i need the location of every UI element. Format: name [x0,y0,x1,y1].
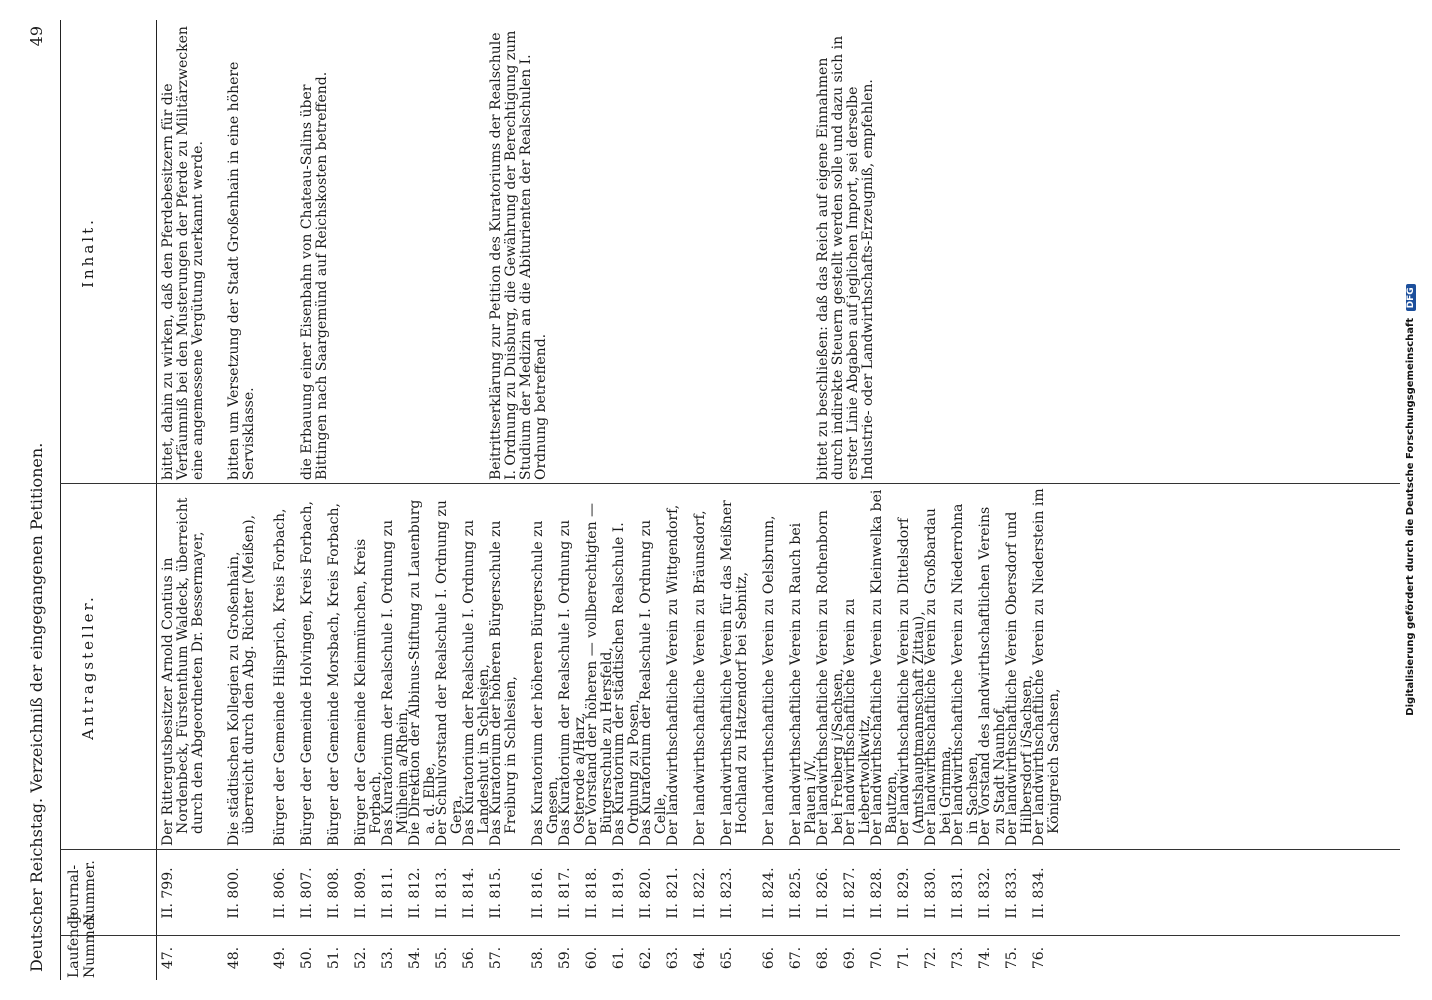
row-number: 58. [530,946,546,970]
petitioner: Der landwirthschaftliche Verein zu Rothenborn bei Freiberg i/Sachsen, [815,510,847,846]
petitioner: Das Kuratorium der städtischen Realschule I. Ordnung zu Posen, [611,522,643,846]
journal-number: II. 806. [272,867,288,919]
header-rule-top [60,20,61,980]
petitioner: Der Rittergutsbesitzer Arnold Contius in Nordenbeck, Fürstenthum Waldeck, überreicht durch den Abgeordneten Dr. Bessermayer, [160,497,207,846]
footer-credit [1405,150,1421,850]
table-row [923,20,955,980]
petitioner: Der landwirthschaftliche Verein zu Bräunsdorf, [692,510,708,846]
row-number: 54. [407,946,423,970]
petitioner: Das Kuratorium der Realschule I. Ordnung zu Landeshut in Schlesien, [461,519,493,846]
petitioner: Bürger der Gemeinde Holvingen, Kreis Forbach, [299,501,315,846]
petitioner: Die Direktion der Albinus-Stiftung zu Lauenburg a. d. Elbe, [407,499,439,846]
row-number: 62. [638,946,654,970]
row-number: 47. [160,946,176,970]
table-row [353,20,385,980]
journal-number: II. 807. [299,867,315,919]
table-row [693,20,720,980]
table-row [611,20,643,980]
table-row [557,20,589,980]
journal-number: II. 811. [380,867,396,919]
table-row [720,20,762,980]
col-journal-header: Journal-Nummer. [66,860,99,926]
row-number: 55. [434,946,450,970]
row-number: 70. [869,946,885,970]
table-row [896,20,928,980]
footer-text: Digitalisierung gefördert durch die Deutsche Forschungsgemeinschaft [1405,317,1416,716]
table-row [461,20,493,980]
row-number: 69. [842,946,858,970]
journal-number: II. 821. [665,867,681,919]
petition-content: bittet, dahin zu wirken, daß den Pferdebesitzern für die Verfäumniß bei den Musterungen der Pferde zu Militärzwecken eine angemessene Vergütung zuerkannt werde. [160,26,207,480]
row-number: 68. [815,946,831,970]
row-number: 50. [299,946,315,970]
col-inhalt-header: Inhalt. [79,217,97,288]
petitioner: Der landwirthschaftliche Verein zu Dittelsdorf (Amtshauptmannschaft Zittau), [896,517,928,846]
row-number: 52. [353,946,369,970]
petition-content: bitten um Versetzung der Stadt Großenhain in eine höhere Servisklasse. [226,61,258,480]
journal-number: II. 808. [326,867,342,919]
row-number: 67. [788,946,804,970]
row-number: 60. [584,946,600,970]
petitioner: Der landwirthschaftliche Verein zu Niederrohna in Sachsen, [950,503,982,846]
petitioner: Der Vorstand der höheren — vollberechtigten — Bürgerschule zu Hersfeld, [584,502,616,846]
table-row [950,20,982,980]
row-number: 59. [557,946,573,970]
petitioner: Die städtischen Kollegien zu Großenhain, überreicht durch den Abg. Richter (Meißen), [226,514,258,846]
petitioner: Bürger der Gemeinde Hilsprich, Kreis Forbach, [272,508,288,846]
table-row [1031,20,1063,980]
petitioner: Der landwirthschaftliche Verein zu Wittgendorf, [665,504,681,846]
row-number: 65. [719,946,735,970]
row-number: 48. [226,946,242,970]
journal-number: II. 824. [761,867,777,919]
petitioner: Der landwirthschaftliche Verein zu Liebertwolkwitz, [842,598,874,846]
table-row [788,20,820,980]
row-number: 56. [461,946,477,970]
journal-number: II. 831. [950,867,966,919]
header-title: Deutscher Reichstag. Verzeichniß der eingegangenen Petitionen. [27,442,46,972]
journal-number: II. 809. [353,867,369,919]
petitioner: Der landwirthschaftliche Verein für das Meißner Hochland zu Hatzendorf bei Sebnitz, [719,500,751,846]
row-number: 64. [692,946,708,970]
col-antragsteller-header: Antragsteller. [79,594,97,740]
row-number: 72. [923,946,939,970]
row-number: 53. [380,946,396,970]
row-number: 71. [896,946,912,970]
journal-number: II. 827. [842,867,858,919]
table-row [638,20,670,980]
table-row [977,20,1009,980]
petitioner: Der landwirthschaftliche Verein zu Rauch bei Plauen i/V., [788,522,820,846]
petitioner: Das Kuratorium der höheren Bürgerschule zu Gnesen, [530,520,562,846]
table-row [161,20,227,980]
row-number: 74. [977,946,993,970]
journal-number: II. 799. [160,867,176,919]
petitioner: Bürger der Gemeinde Morsbach, Kreis Forbach, [326,503,342,846]
table-row [380,20,412,980]
petition-list [160,20,1063,980]
journal-number: II. 819. [611,867,627,919]
journal-number: II. 834. [1031,867,1047,919]
table-row [584,20,616,980]
table-row [666,20,693,980]
journal-number: II. 816. [530,867,546,919]
petitioner: Das Kuratorium der Realschule I. Ordnung zu Mülheim a/Rhein, [380,519,412,846]
journal-number: II. 813. [434,867,450,919]
journal-number: II. 812. [407,867,423,919]
journal-number: II. 817. [557,867,573,919]
col-lfd-header: Laufende Nummer. [66,911,99,978]
row-number: 66. [761,946,777,970]
row-number: 61. [611,946,627,970]
petitioner: Der landwirthschaftliche Verein zu Großbardau bei Grimma, [923,508,955,846]
petitioner: Der landwirthschaftliche Verein zu Oelsbrunn, [761,515,777,846]
header-rule-bottom [156,20,157,980]
row-number: 76. [1031,946,1047,970]
page-number: 49 [27,26,46,47]
petition-content: die Erbauung einer Eisenbahn von Chateau-Salins über Bittingen nach Saargemünd auf Reichskosten betreffend. [299,71,331,480]
journal-number: II. 826. [815,867,831,919]
row-number: 63. [665,946,681,970]
petitioner: Das Kuratorium der Realschule I. Ordnung zu Celle, [638,519,670,846]
table-row [762,20,789,980]
journal-number: II. 830. [923,867,939,919]
journal-number: II. 815. [488,867,504,919]
row-number: 49. [272,946,288,970]
journal-number: II. 833. [1004,867,1020,919]
table-row [299,20,331,980]
petitioner: Das Kuratorium der höheren Bürgerschule zu Freiburg in Schlesien, [488,520,520,846]
journal-number: II. 820. [638,867,654,919]
table-row [327,20,354,980]
row-number: 73. [950,946,966,970]
row-number: 51. [326,946,342,970]
document-page [16,20,1416,980]
journal-number: II. 832. [977,867,993,919]
petitioner: Der landwirthschaftliche Verein zu Niederstein im Königreich Sachsen, [1031,488,1063,846]
row-number: 75. [1004,946,1020,970]
petitioner: Der landwirthschaftliche Verein zu Kleinwelka bei Bautzen, [869,489,901,846]
table-row [227,20,273,980]
journal-number: II. 800. [226,867,242,919]
table-row [273,20,300,980]
table-row [1004,20,1036,980]
row-number: 57. [488,946,504,970]
petition-content: bittet zu beschließen: daß das Reich auf eigene Einnahmen durch indirekte Steuern gestellt werden solle und dazu sich in erster Linie Abgaben auf jeglichen Import, sei derselbe Industrie- oder Landwirthschafts-Erzeugniß, empfehlen. [815,35,877,480]
journal-number: II. 825. [788,867,804,919]
petitioner: Der Vorstand des landwirthschaftlichen Vereins zu Stadt Naunhof, [977,506,1009,846]
journal-number: II. 823. [719,867,735,919]
table-row [530,20,562,980]
journal-number: II. 822. [692,867,708,919]
table-row [434,20,466,980]
petitioner: Das Kuratorium der Realschule I. Ordnung zu Osterode a/Harz, [557,519,589,846]
petitioner: Bürger der Gemeinde Kleinmünchen, Kreis Forbach, [353,538,385,846]
dfg-logo: DFG [1406,284,1416,311]
petitioner: Der Schulvorstand der Realschule I. Ordnung zu Gera, [434,500,466,846]
table-row [869,20,901,980]
page-header [16,20,60,980]
journal-number: II. 818. [584,867,600,919]
petition-content: Beitrittserklärung zur Petition des Kuratoriums der Realschule I. Ordnung zu Duisburg, die Gewährung der Berechtigung zum Studium der Medizin an die Abiturienten der Realschulen I. Ordnung betreffend. [488,30,550,480]
journal-number: II. 829. [896,867,912,919]
table-row [407,20,439,980]
journal-number: II. 814. [461,867,477,919]
petitioner: Der landwirthschaftliche Verein Obersdorf und Hilbersdorf i/Sachsen, [1004,511,1036,846]
journal-number: II. 828. [869,867,885,919]
